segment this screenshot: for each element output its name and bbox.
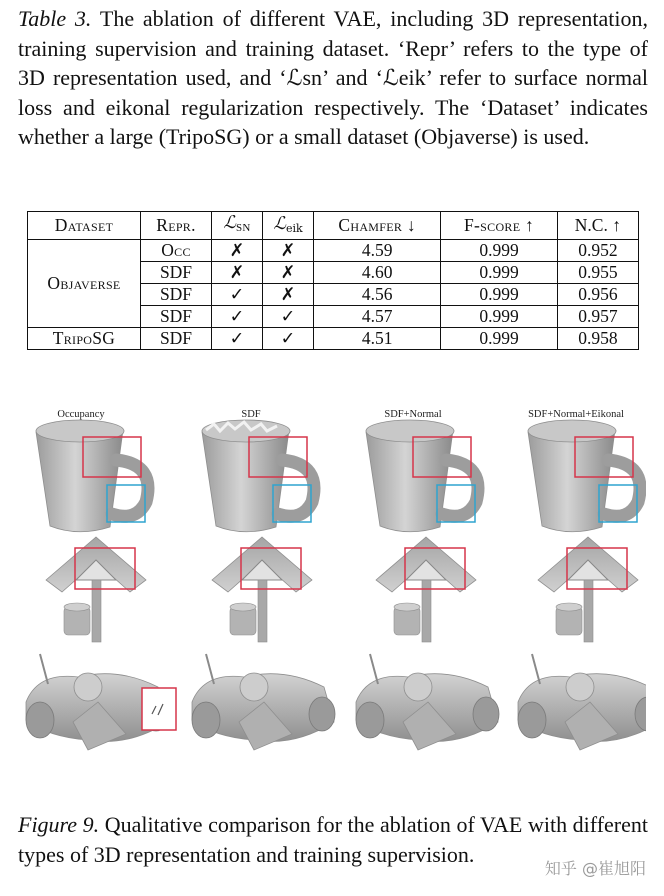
cell-repr: SDF [141, 328, 212, 350]
highlight-red-box [142, 688, 176, 730]
cell-nc: 0.956 [557, 284, 638, 306]
column-title-sdf-normal: SDF+Normal [384, 409, 442, 420]
header-dataset: Dataset [28, 212, 141, 240]
vehicle-wheel [473, 697, 499, 731]
cell-chamfer: 4.60 [314, 262, 441, 284]
column-title-occupancy: Occupancy [57, 409, 105, 420]
table-row [28, 240, 639, 262]
cell-lsn: ✓ [212, 306, 263, 328]
table-caption [18, 4, 648, 152]
well-bucket-top [394, 603, 420, 611]
cell-nc: 0.958 [557, 328, 638, 350]
cell-fscore: 0.999 [441, 328, 557, 350]
vehicle-dome [404, 673, 432, 701]
header-fscore: F-score ↑ [441, 212, 557, 240]
vehicle-wheel [309, 697, 335, 731]
vehicle-antenna [206, 654, 214, 684]
cell-fscore: 0.999 [441, 284, 557, 306]
cell-lsn: ✓ [212, 328, 263, 350]
cell-repr: SDF [141, 306, 212, 328]
header-lsn-symbol: ℒ [223, 213, 236, 233]
vehicle-wheel [518, 702, 546, 738]
table-caption-text: The ablation of different VAE, including 3D representation, training supervision and training dataset. ‘Repr’ refers to the type of 3D representation used, and ‘ℒsn’ and ‘ℒeik’ refer to surface normal loss and eikonal regularization respectively. The ‘Dataset’ indicates whether a large (TripoSG) or a small dataset (Objaverse) is used. [18, 6, 649, 149]
watermark: 知乎 @崔旭阳 [544, 859, 646, 878]
vehicle-wheel [356, 702, 384, 738]
cell-fscore: 0.999 [441, 240, 557, 262]
cell-leik: ✗ [263, 284, 314, 306]
well-bucket-top [230, 603, 256, 611]
vehicle-wheel [26, 702, 54, 738]
header-lsn [212, 212, 263, 240]
column-title-sdf: SDF [241, 409, 261, 420]
qualitative-figure [18, 402, 646, 782]
well-bucket-top [556, 603, 582, 611]
cell-fscore: 0.999 [441, 306, 557, 328]
cell-repr: Occ [141, 240, 212, 262]
group-objaverse: Objaverse [28, 240, 141, 328]
vehicle-dome [240, 673, 268, 701]
cell-lsn: ✗ [212, 240, 263, 262]
figure-caption-label: Figure 9. [18, 812, 100, 837]
cell-leik: ✓ [263, 328, 314, 350]
vehicle-antenna [532, 654, 540, 684]
vehicle-antenna [40, 654, 48, 684]
header-leik-symbol: ℒ [273, 213, 286, 234]
cell-chamfer: 4.56 [314, 284, 441, 306]
group-triposg: TripoSG [28, 328, 141, 350]
cell-lsn: ✗ [212, 262, 263, 284]
header-leik-subscript: eik [285, 221, 303, 235]
cell-nc: 0.957 [557, 306, 638, 328]
vehicle-dome [566, 673, 594, 701]
table-caption-label: Table 3. [18, 6, 92, 31]
vehicle-antenna [370, 654, 378, 684]
cell-leik: ✗ [263, 240, 314, 262]
cell-chamfer: 4.51 [314, 328, 441, 350]
header-chamfer: Chamfer ↓ [314, 212, 441, 240]
table-row [28, 328, 639, 350]
cell-repr: SDF [141, 262, 212, 284]
cell-nc: 0.952 [557, 240, 638, 262]
figure-renders [18, 402, 646, 782]
well-bucket-top [64, 603, 90, 611]
cell-repr: SDF [141, 284, 212, 306]
header-lsn-subscript: SN [235, 222, 251, 234]
cell-fscore: 0.999 [441, 262, 557, 284]
column-title-sdf-normal-eikonal: SDF+Normal+Eikonal [528, 409, 624, 420]
mug-rim [528, 420, 616, 442]
header-leik [263, 212, 314, 240]
ablation-table [27, 211, 639, 350]
mug-rim [366, 420, 454, 442]
mug-rim [36, 420, 124, 442]
header-repr: Repr. [141, 212, 212, 240]
table-header-row [28, 212, 639, 240]
cell-leik: ✓ [263, 306, 314, 328]
figure-caption-text: Qualitative comparison for the ablation of VAE with different types of 3D representation and training supervision. [18, 812, 648, 867]
vehicle-wheel [192, 702, 220, 738]
cell-nc: 0.955 [557, 262, 638, 284]
cell-leik: ✗ [263, 262, 314, 284]
cell-chamfer: 4.57 [314, 306, 441, 328]
cell-chamfer: 4.59 [314, 240, 441, 262]
cell-lsn: ✓ [212, 284, 263, 306]
header-nc: N.C. ↑ [557, 212, 638, 240]
vehicle-dome [74, 673, 102, 701]
